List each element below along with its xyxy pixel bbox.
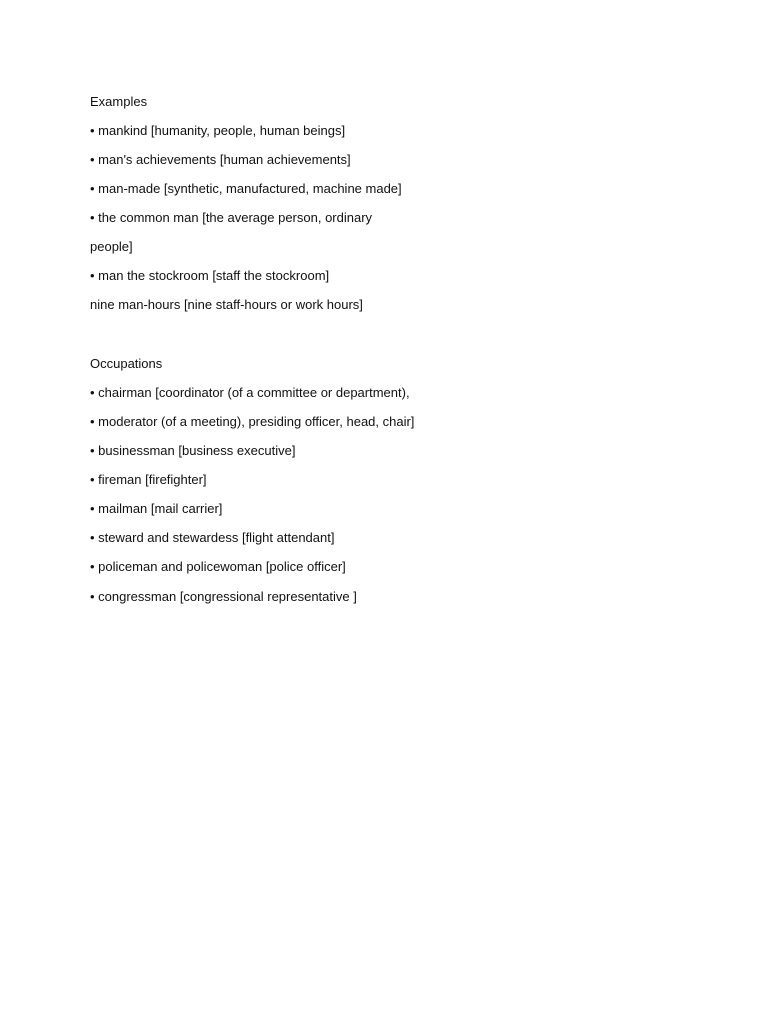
examples-line: • man's achievements [human achievements] xyxy=(90,152,351,167)
occupations-line: • mailman [mail carrier] xyxy=(90,501,223,516)
occupations-line: • steward and stewardess [flight attendant] xyxy=(90,530,335,545)
examples-line: • man the stockroom [staff the stockroom] xyxy=(90,268,330,283)
examples-heading: Examples xyxy=(90,94,148,109)
examples-line: • the common man [the average person, ordinary xyxy=(90,210,373,225)
examples-line: • man-made [synthetic, manufactured, machine made] xyxy=(90,181,402,196)
examples-line: people] xyxy=(90,239,133,254)
occupations-line: • policeman and policewoman [police officer] xyxy=(90,559,346,574)
occupations-line: • congressman [congressional representative ] xyxy=(90,589,357,604)
occupations-line: • fireman [firefighter] xyxy=(90,472,207,487)
examples-line: • mankind [humanity, people, human beings] xyxy=(90,123,346,138)
occupations-line: • moderator (of a meeting), presiding officer, head, chair] xyxy=(90,414,415,429)
occupations-heading: Occupations xyxy=(90,356,163,371)
examples-line: nine man-hours [nine staff-hours or work hours] xyxy=(90,297,363,312)
occupations-line: • chairman [coordinator (of a committee or department), xyxy=(90,385,410,400)
occupations-line: • businessman [business executive] xyxy=(90,443,296,458)
